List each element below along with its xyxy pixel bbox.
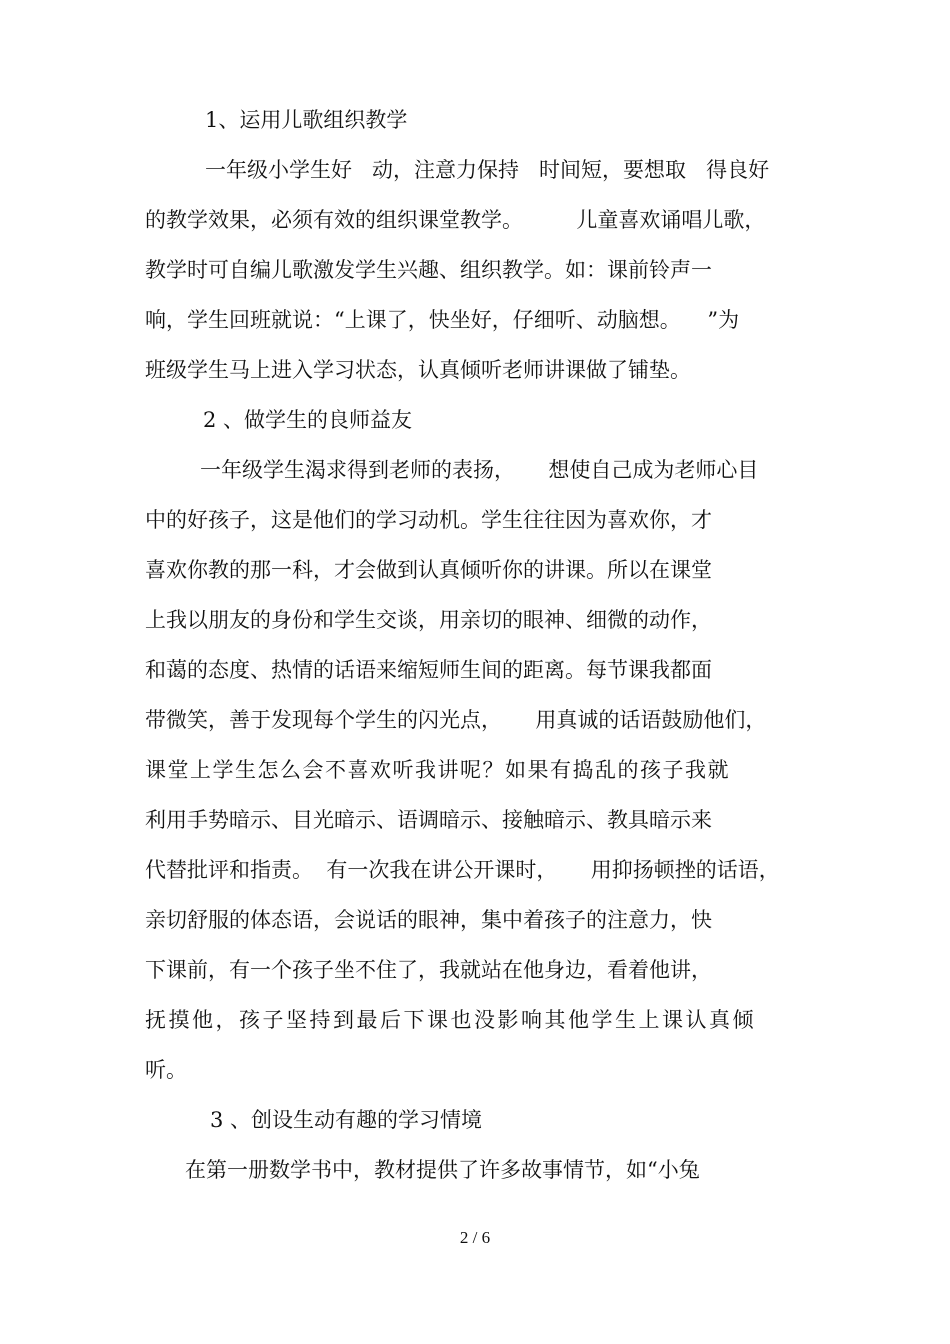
body-line: 和蔼的态度、热情的话语来缩短师生间的距离。每节课我都面 bbox=[145, 658, 712, 682]
body-line: 喜欢你教的那一科，才会做到认真倾听你的讲课。所以在课堂 bbox=[145, 558, 712, 582]
body-line: 的教学效果，必须有效的组织课堂教学。 儿童喜欢诵唱儿歌， bbox=[145, 208, 766, 232]
heading-3: 3 、创设生动有趣的学习情境 bbox=[210, 1108, 483, 1132]
body-line: 带微笑，善于发现每个学生的闪光点， 用真诚的话语鼓励他们， bbox=[145, 708, 767, 732]
body-line: 响，学生回班就说：“上课了，快坐好，仔细听、动脑想。 ”为 bbox=[145, 308, 740, 332]
body-line: 听。 bbox=[145, 1058, 187, 1082]
body-line: 在第一册数学书中，教材提供了许多故事情节，如“小兔 bbox=[185, 1158, 700, 1182]
body-line: 利用手势暗示、目光暗示、语调暗示、接触暗示、教具暗示来 bbox=[145, 808, 712, 832]
heading-1: 1、运用儿歌组织教学 bbox=[205, 108, 408, 132]
body-line: 一年级小学生好 动，注意力保持 时间短，要想取 得良好 bbox=[205, 158, 770, 182]
heading-2: 2 、做学生的良师益友 bbox=[203, 408, 413, 432]
body-line: 教学时可自编儿歌激发学生兴趣、组织教学。如：课前铃声一 bbox=[145, 258, 712, 282]
body-line: 中的好孩子，这是他们的学习动机。学生往往因为喜欢你，才 bbox=[145, 508, 712, 532]
body-line: 下课前，有一个孩子坐不住了，我就站在他身边，看着他讲， bbox=[145, 958, 712, 982]
body-line: 班级学生马上进入学习状态，认真倾听老师讲课做了铺垫。 bbox=[145, 358, 691, 382]
page-number: 2 / 6 bbox=[459, 1228, 491, 1247]
body-line: 代替批评和指责。 有一次我在讲公开课时， 用抑扬顿挫的话语， bbox=[145, 858, 780, 882]
body-line: 上我以朋友的身份和学生交谈，用亲切的眼神、细微的动作， bbox=[145, 608, 712, 632]
body-line: 课堂上学生怎么会不喜欢听我讲呢？如果有捣乱的孩子我就 bbox=[145, 758, 730, 782]
body-line: 抚摸他，孩子坚持到最后下课也没影响其他学生上课认真倾 bbox=[145, 1008, 756, 1032]
body-line: 一年级学生渴求得到老师的表扬， 想使自己成为老师心目 bbox=[200, 458, 759, 482]
body-line: 亲切舒服的体态语，会说话的眼神，集中着孩子的注意力，快 bbox=[145, 908, 712, 932]
